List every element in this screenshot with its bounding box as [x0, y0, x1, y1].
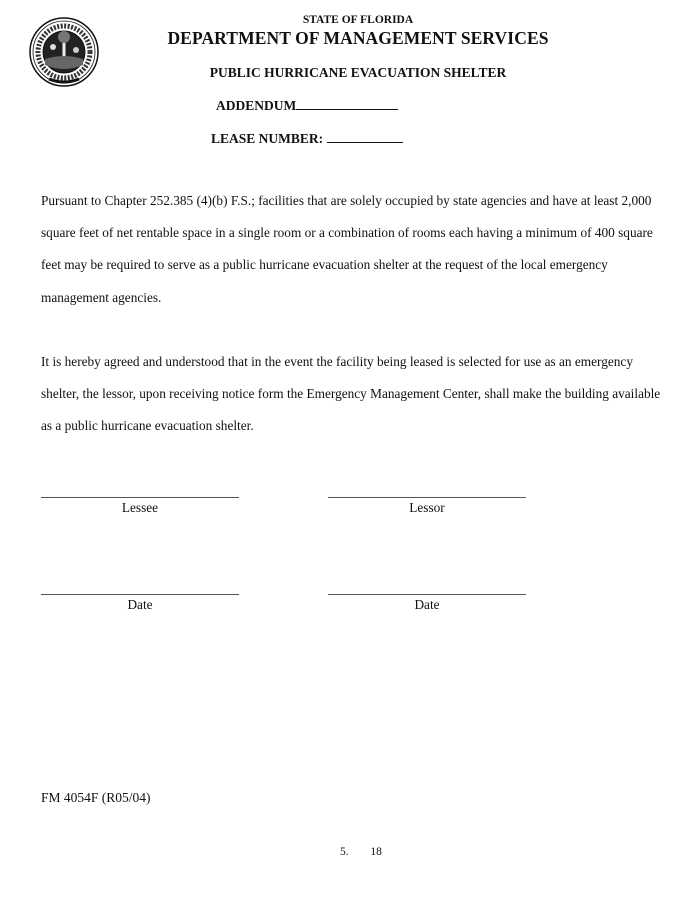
page-number: 5. 18 [340, 846, 382, 858]
lessor-label: Lessor [409, 500, 445, 515]
lease-number-field [211, 130, 403, 147]
lease-number-label: LEASE NUMBER: [211, 131, 327, 146]
lessee-date-line[interactable] [41, 594, 239, 595]
addendum-field [216, 97, 398, 114]
lease-number-input[interactable] [327, 130, 403, 143]
document-title: PUBLIC HURRICANE EVACUATION SHELTER [209, 65, 507, 80]
lessee-date-label: Date [127, 597, 153, 612]
lessee-signature-line[interactable] [41, 497, 239, 498]
form-number: FM 4054F (R05/04) [41, 790, 151, 805]
lessor-date-label: Date [414, 597, 440, 612]
lessee-signature-block [41, 497, 239, 516]
lessee-label: Lessee [121, 500, 159, 515]
department-title: DEPARTMENT OF MANAGEMENT SERVICES [167, 28, 549, 48]
lessor-signature-line[interactable] [328, 497, 526, 498]
lessor-signature-block [328, 497, 526, 516]
lessor-date-line[interactable] [328, 594, 526, 595]
lessor-date-block [328, 594, 526, 613]
addendum-label: ADDENDUM [216, 98, 297, 113]
paragraph-shelter-requirement: Pursuant to Chapter 252.385 (4)(b) F.S.; facilities that are solely occupied by state agencies and have at least 2,000 square feet of net rentable space in a single room or a combination of rooms each having a minimum of 400 square feet may be required to serve as a public hurricane evacuation shelter at the request of the local emergency management agencies. [41, 193, 653, 305]
addendum-input[interactable] [296, 97, 398, 110]
lessee-date-block [41, 594, 239, 613]
paragraph-agreement: It is hereby agreed and understood that in the event the facility being leased is selected for use as an emergency shelter, the lessor, upon receiving notice form the Emergency Management Center, shall make the building available as a public hurricane evacuation shelter. [41, 354, 661, 434]
state-name: STATE OF FLORIDA [302, 14, 414, 26]
